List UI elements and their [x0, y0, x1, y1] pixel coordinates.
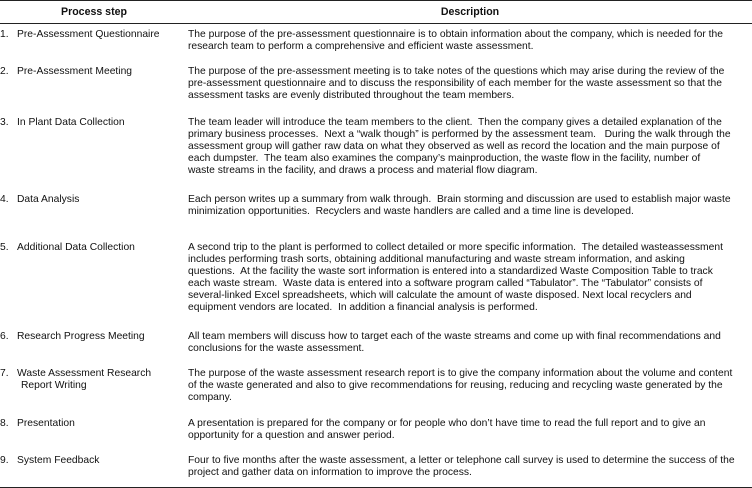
- table-row: [0, 413, 752, 450]
- table-header-row: [0, 1, 752, 24]
- description-line: equipment vendors are located. In addition a financial analysis is performed.: [188, 301, 538, 313]
- process-step-cell: [0, 450, 188, 488]
- table-row: [0, 237, 752, 326]
- process-step-cell: [0, 61, 188, 112]
- process-step-cell: [0, 112, 188, 189]
- description-line: All team members will discuss how to target each of the waste streams and come up with final recommendations and: [188, 330, 721, 342]
- description-line: of the waste generated and also to give recommendations for reusing, reducing and recycling waste generated by the: [188, 379, 723, 391]
- description-line: assessment group will gather raw data on what they observed as well as record the location and the main purpose of: [188, 140, 720, 152]
- description-line: conclusions for the waste assessment.: [188, 342, 365, 354]
- description-line: several-linked Excel spreadsheets, which will calculate the amount of waste disposed. Next local recyclers and: [188, 289, 692, 301]
- description-cell: [188, 413, 752, 450]
- process-step-cell: [0, 326, 188, 363]
- description-line: A presentation is prepared for the company or for people who don’t have time to read the full report and to give an: [188, 417, 706, 429]
- step-name: Waste Assessment Research: [17, 367, 152, 379]
- description-line: primary business processes. Next a “walk though” is performed by the assessment team. During the walk through the: [188, 128, 731, 140]
- process-step-cell: [0, 237, 188, 326]
- description-cell: [188, 24, 752, 61]
- description-line: each waste stream. Waste data is entered into a software program called “Tabulator”. The “Tabulator” consists of: [188, 277, 703, 289]
- description-cell: [188, 363, 752, 413]
- description-cell: [188, 189, 752, 237]
- description-line: The purpose of the pre-assessment questionnaire is to obtain information about the company, which is needed for the: [188, 29, 723, 40]
- step-name-wrap: [17, 455, 185, 467]
- step-number: 3.: [0, 116, 9, 128]
- step-name-wrap: [17, 29, 185, 41]
- description-cell: [188, 61, 752, 112]
- step-name-wrap: [17, 368, 185, 392]
- description-line: The purpose of the pre-assessment meeting is to take notes of the questions which may arise during the review of the: [188, 65, 725, 77]
- description-line: minimization opportunities. Recyclers and waste handlers are called and a time line is developed.: [188, 205, 634, 217]
- header-process-step: Process step: [0, 1, 188, 24]
- header-description: Description: [188, 1, 752, 24]
- step-name: Data Analysis: [17, 193, 80, 205]
- description-line: waste streams in the facility, and draws a process and material flow diagram.: [188, 164, 538, 176]
- description-cell: [188, 237, 752, 326]
- step-name-wrap: [17, 117, 185, 129]
- process-step-cell: [0, 24, 188, 61]
- step-number: 1.: [0, 29, 9, 40]
- description-line: questions. At the facility the waste sort information is entered into a standardized Waste Composition Table to track: [188, 265, 713, 277]
- description-line: project and gather data on information to improve the process.: [188, 466, 472, 478]
- step-name: Pre-Assessment Questionnaire: [17, 29, 160, 40]
- description-cell: [188, 112, 752, 189]
- step-number: 8.: [0, 417, 9, 429]
- description-cell: [188, 326, 752, 363]
- description-line: Each person writes up a summary from walk through. Brain storming and discussion are used to establish major waste: [188, 193, 731, 205]
- table-row: [0, 450, 752, 488]
- step-number: 2.: [0, 65, 9, 77]
- description-line: research team to perform a comprehensive and efficient waste assessment.: [188, 41, 534, 53]
- description-line: opportunity for a question and answer period.: [188, 429, 395, 441]
- step-name-continued: Report Writing: [21, 379, 87, 391]
- description-cell: [188, 450, 752, 488]
- step-name: Presentation: [17, 417, 75, 429]
- step-number: 5.: [0, 241, 9, 253]
- step-number: 4.: [0, 193, 9, 205]
- description-line: A second trip to the plant is performed to collect detailed or more specific information. The detailed wasteassessment: [188, 241, 723, 253]
- description-line: each dumpster. The team also examines the company’s mainproduction, the waste flow in the facility, number of: [188, 152, 701, 164]
- step-name: In Plant Data Collection: [17, 116, 125, 128]
- step-name: Pre-Assessment Meeting: [17, 65, 133, 77]
- table-row: [0, 326, 752, 363]
- step-name-wrap: [17, 242, 185, 254]
- description-line: assessment tasks are evenly distributed throughout the team members.: [188, 89, 515, 101]
- step-name-wrap: [17, 66, 185, 78]
- description-line: pre-assessment questionnaire and to discuss the responsibility of each member for the waste assessment so that the: [188, 77, 722, 89]
- table-row: [0, 363, 752, 413]
- process-step-cell: [0, 363, 188, 413]
- table-body: [0, 24, 752, 488]
- table-row: [0, 189, 752, 237]
- description-line: Four to five months after the waste assessment, a letter or telephone call survey is used to determine the success of the: [188, 454, 735, 466]
- step-name: Research Progress Meeting: [17, 330, 145, 342]
- description-line: includes performing trash sorts, obtaining additional manufacturing and waste stream information, and asking: [188, 253, 685, 265]
- step-name: System Feedback: [17, 454, 100, 466]
- description-line: company.: [188, 391, 232, 403]
- step-number: 9.: [0, 454, 9, 466]
- process-step-cell: [0, 413, 188, 450]
- step-name-wrap: [17, 194, 185, 206]
- step-number: 7.: [0, 367, 9, 379]
- table-row: [0, 24, 752, 61]
- step-name: Additional Data Collection: [17, 241, 135, 253]
- description-line: The team leader will introduce the team members to the client. Then the company gives a detailed explanation of the: [188, 116, 722, 128]
- step-name-wrap: [17, 331, 185, 343]
- description-line: The purpose of the waste assessment research report is to give the company information about the volume and content: [188, 367, 733, 379]
- step-name-wrap: [17, 418, 185, 430]
- table-row: [0, 61, 752, 112]
- step-number: 6.: [0, 330, 9, 342]
- process-step-cell: [0, 189, 188, 237]
- table-row: [0, 112, 752, 189]
